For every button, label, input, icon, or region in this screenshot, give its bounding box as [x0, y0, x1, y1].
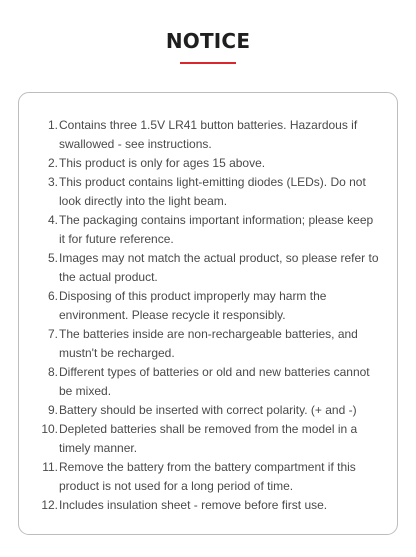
notice-item: [19, 211, 399, 249]
notice-item: [19, 249, 399, 287]
notice-text: This product contains light-emitting diodes (LEDs). Do not look directly into the light beam.: [59, 175, 366, 208]
notice-number: 12.: [41, 498, 58, 512]
notice-text: Disposing of this product improperly may harm the environment. Please recycle it responsibly.: [59, 289, 327, 322]
notice-number: 9.: [47, 403, 58, 417]
notice-card: [18, 92, 398, 535]
notice-number: 5.: [47, 251, 58, 265]
page-title: NOTICE: [165, 29, 251, 53]
notice-text: Depleted batteries shall be removed from the model in a timely manner.: [59, 422, 358, 455]
notice-text: This product is only for ages 15 above.: [59, 156, 266, 170]
notice-number: 3.: [47, 175, 58, 189]
notice-number: 7.: [47, 327, 58, 341]
notice-item: [19, 173, 399, 211]
notice-number: 10.: [41, 422, 58, 436]
notice-item: [19, 325, 399, 363]
notice-number: 8.: [47, 365, 58, 379]
notice-item: [19, 420, 399, 458]
notice-list: [19, 116, 399, 515]
notice-text: Contains three 1.5V LR41 button batteries. Hazardous if swallowed - see instructions.: [59, 118, 358, 151]
notice-text: Images may not match the actual product, so please refer to the actual product.: [59, 251, 379, 284]
notice-item: [19, 496, 399, 515]
notice-number: 1.: [47, 118, 58, 132]
notice-text: Battery should be inserted with correct polarity. (+ and -): [59, 403, 357, 417]
notice-text: The batteries inside are non-rechargeable batteries, and mustn't be recharged.: [59, 327, 358, 360]
notice-text: Different types of batteries or old and new batteries cannot be mixed.: [59, 365, 370, 398]
title-underline: [180, 62, 236, 64]
notice-number: 6.: [47, 289, 58, 303]
notice-text: The packaging contains important information; please keep it for future reference.: [59, 213, 374, 246]
notice-item: [19, 458, 399, 496]
notice-number: 4.: [47, 213, 58, 227]
notice-item: [19, 363, 399, 401]
notice-text: Includes insulation sheet - remove before first use.: [59, 498, 328, 512]
notice-item: [19, 287, 399, 325]
notice-item: [19, 154, 399, 173]
notice-item: [19, 116, 399, 154]
notice-text: Remove the battery from the battery compartment if this product is not used for a long period of time.: [59, 460, 356, 493]
notice-item: [19, 401, 399, 420]
notice-number: 11.: [42, 460, 58, 474]
notice-number: 2.: [47, 156, 58, 170]
